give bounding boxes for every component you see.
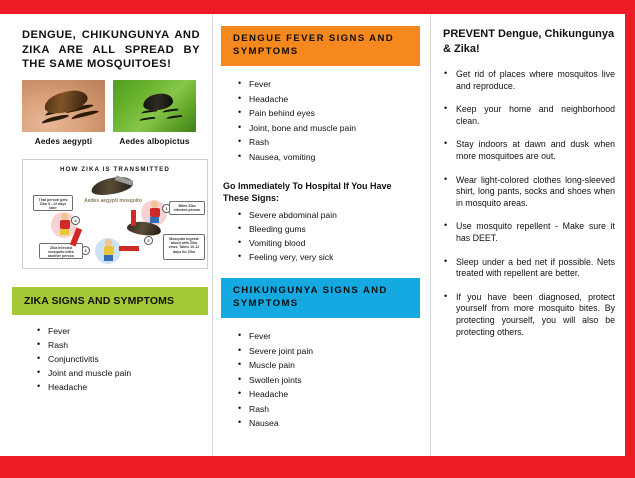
diagram-person-icon xyxy=(59,213,70,235)
dengue-symptoms-list xyxy=(221,77,420,164)
list-item: • Get rid of places where mosquitos live and reproduce. xyxy=(443,69,615,92)
top-red-bar xyxy=(0,0,635,14)
diagram-person-icon xyxy=(149,201,160,223)
diagram-arrow xyxy=(131,210,136,226)
right-red-bar xyxy=(625,0,635,478)
photo-aedes-albopictus xyxy=(113,80,196,146)
list-item: • Rash xyxy=(235,135,420,150)
left-column xyxy=(0,14,212,456)
diagram-person-icon xyxy=(103,239,114,261)
list-item: • Sleep under a bed net if possible. Nets treated with repellent are better. xyxy=(443,257,615,280)
zika-section-header: ZIKA SIGNS AND SYMPTOMS xyxy=(12,287,208,315)
list-item: • Nausea xyxy=(235,416,420,431)
middle-column xyxy=(212,14,430,456)
diagram-arrow xyxy=(119,246,139,251)
list-item: • Nausea, vomiting xyxy=(235,150,420,165)
list-item: • Severe abdominal pain xyxy=(235,208,420,222)
diagram-step-text: Zika infected mosquito bites another person xyxy=(39,243,83,259)
list-item: • Headache xyxy=(34,380,200,394)
chikungunya-section-header: CHIKUNGUNYA SIGNS AND SYMPTOMS xyxy=(221,278,420,318)
list-item: • Bleeding gums xyxy=(235,222,420,236)
list-item: • Joint, bone and muscle pain xyxy=(235,121,420,136)
diagram-step-text: Mosquito ingests blood with Zika virus. Takes 10-12 days for Zika xyxy=(163,234,205,260)
list-item: • Headache xyxy=(235,387,420,402)
prevention-list xyxy=(441,69,615,338)
mosquito-photo-image xyxy=(22,80,105,132)
list-item: • Rash xyxy=(34,338,200,352)
bottom-red-bar xyxy=(0,456,635,478)
mosquito-photo-image xyxy=(113,80,196,132)
list-item: • Headache xyxy=(235,92,420,107)
right-column xyxy=(430,14,625,456)
diagram-mosquito-icon xyxy=(90,174,134,197)
list-item: • Pain behind eyes xyxy=(235,106,420,121)
photo-aedes-aegypti xyxy=(22,80,105,146)
prevent-title: PREVENT Dengue, Chikungunya & Zika! xyxy=(443,28,615,55)
mosquito-photos xyxy=(22,80,200,146)
hospital-warning-list xyxy=(221,208,420,264)
photo-caption: Aedes aegypti xyxy=(34,136,93,146)
list-item: • Rash xyxy=(235,402,420,417)
list-item: • Fever xyxy=(34,324,200,338)
diagram-step-number: 4 xyxy=(71,216,80,225)
diagram-step-text: That person gets Zika 3 - 12 days later xyxy=(33,195,73,211)
list-item: • Severe joint pain xyxy=(235,344,420,359)
list-item: • Stay indoors at dawn and dusk when more mosquitoes are out. xyxy=(443,139,615,162)
list-item: • Vomiting blood xyxy=(235,236,420,250)
diagram-step-number: 1 xyxy=(162,204,171,213)
list-item: • Fever xyxy=(235,329,420,344)
chikungunya-symptoms-list xyxy=(221,329,420,431)
diagram-step-number: 3 xyxy=(81,246,90,255)
list-item: • If you have been diagnosed, protect yourself from more mosquito bites. By protecting yourself, you will also be protecting others. xyxy=(443,292,615,338)
photo-caption: Aedes albopictus xyxy=(119,136,190,146)
list-item: • Wear light-colored clothes long-sleeved shirt, long pants, socks and shoes when in mosquito areas. xyxy=(443,175,615,210)
dengue-section-header: DENGUE FEVER SIGNS AND SYMPTOMS xyxy=(221,26,420,66)
list-item: • Keep your home and neighborhood clean. xyxy=(443,104,615,127)
zika-symptoms-list xyxy=(22,324,200,394)
list-item: • Swollen joints xyxy=(235,373,420,388)
list-item: • Joint and muscle pain xyxy=(34,366,200,380)
main-headline: DENGUE, CHIKUNGUNYA AND ZIKA ARE ALL SPREAD BY THE SAME MOSQUITOES! xyxy=(22,29,200,70)
diagram-step-text: Bites Zika infected person xyxy=(169,201,205,215)
diagram-mosquito-label: Aedes aegypti mosquito xyxy=(84,197,142,204)
hospital-warning-title: Go Immediately To Hospital If You Have These Signs: xyxy=(223,181,392,203)
diagram-step-number: 2 xyxy=(144,236,153,245)
list-item: • Conjunctivitis xyxy=(34,352,200,366)
list-item: • Feeling very, very sick xyxy=(235,250,420,264)
list-item: • Fever xyxy=(235,77,420,92)
zika-transmission-diagram xyxy=(22,159,208,269)
list-item: • Muscle pain xyxy=(235,358,420,373)
columns-container xyxy=(0,14,625,456)
diagram-title: HOW ZIKA IS TRANSMITTED xyxy=(60,165,170,173)
list-item: • Use mosquito repellent - Make sure it has DEET. xyxy=(443,221,615,244)
